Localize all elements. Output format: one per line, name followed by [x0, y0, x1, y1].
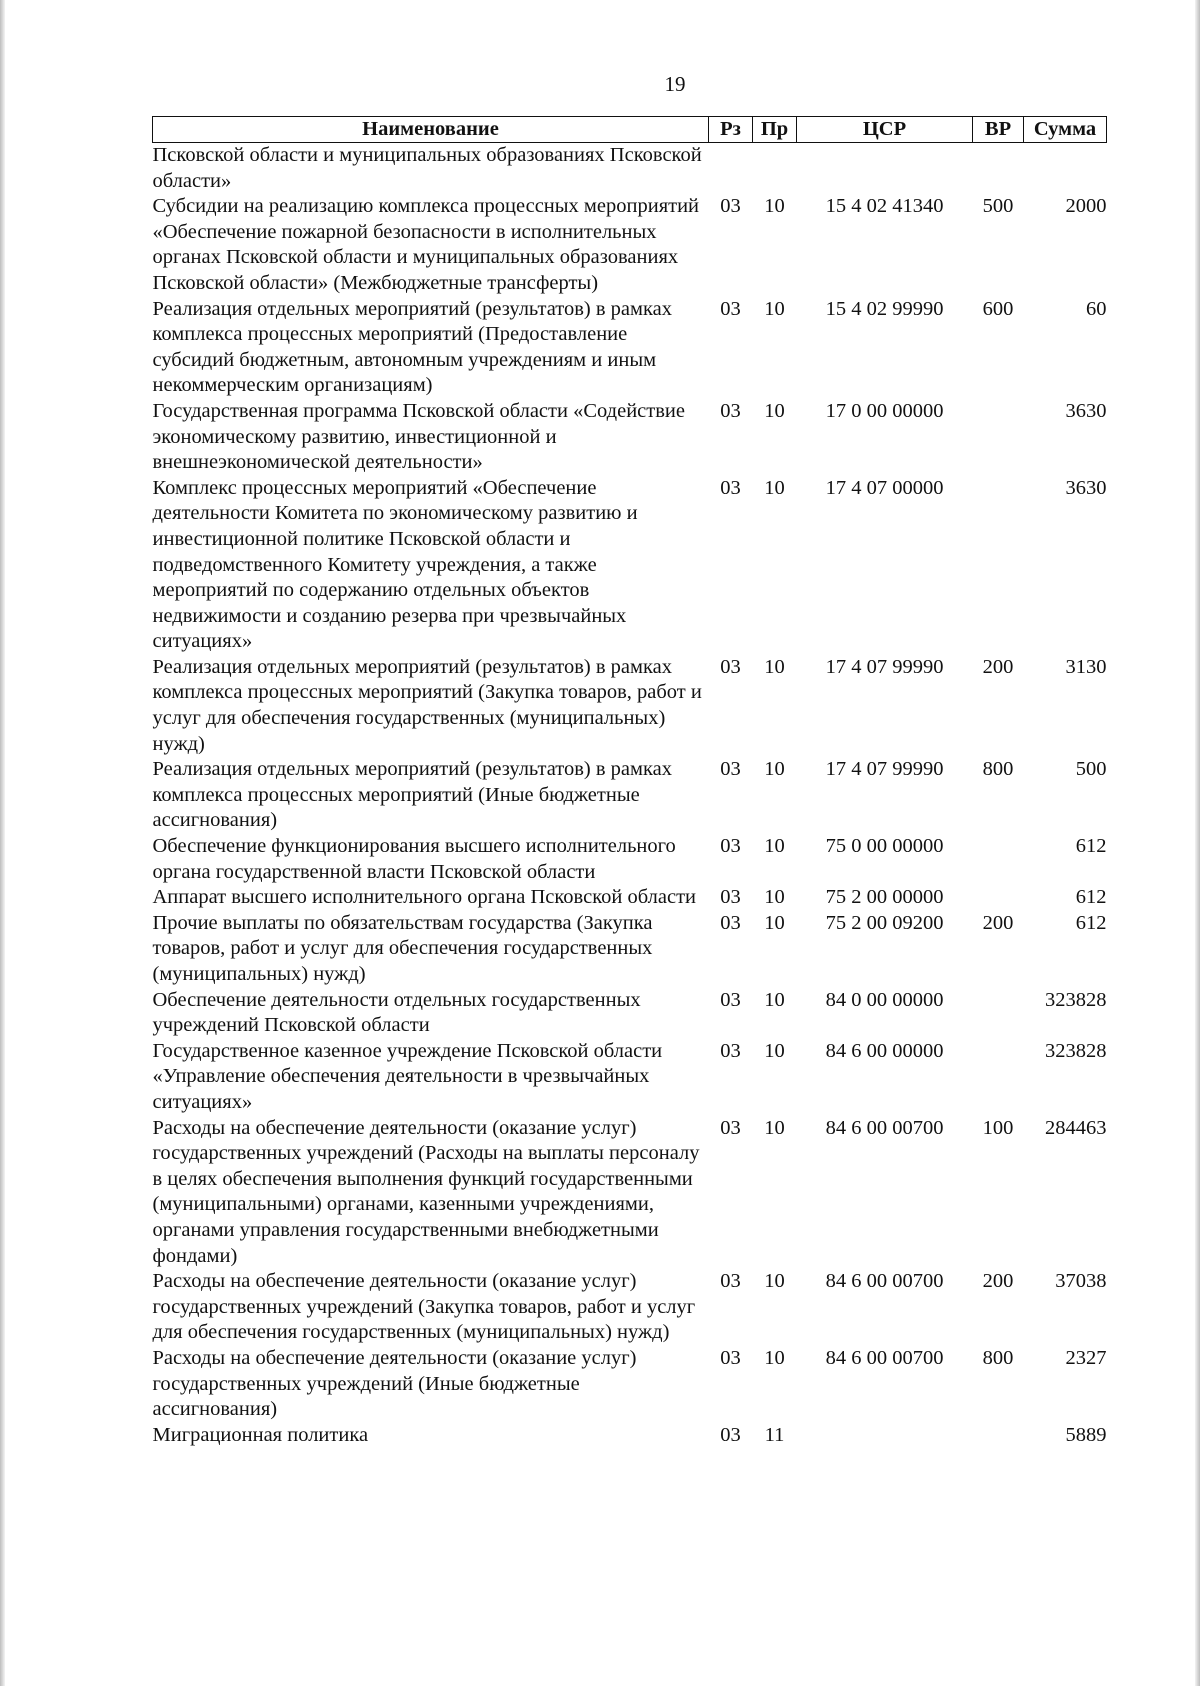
- cell-csr: 84 6 00 00700: [825, 1270, 944, 1293]
- cell-name: Реализация отдельных мероприятий (результатов) в рамках комплекса процессных мероприятий (Предоставление субсидий бюджетным, автономным учреждениям и иным некоммерческим организациям): [152, 297, 672, 397]
- cell-csr: 17 0 00 00000: [825, 399, 944, 422]
- table-row: [153, 1269, 1107, 1346]
- cell-csr: 84 6 00 00700: [825, 1116, 944, 1139]
- cell-csr: 17 4 07 99990: [825, 758, 944, 781]
- cell-vr: 200: [982, 655, 1014, 678]
- budget-table: [152, 116, 1107, 1448]
- cell-sum: 2000: [1065, 195, 1107, 218]
- cell-csr: 15 4 02 41340: [825, 195, 944, 218]
- cell-pr: 10: [764, 1270, 785, 1293]
- cell-rz: 03: [720, 988, 741, 1011]
- cell-sum: 60: [1086, 297, 1107, 320]
- cell-pr: [753, 143, 797, 195]
- cell-pr: 10: [764, 1346, 785, 1369]
- cell-name: Миграционная политика: [152, 1423, 369, 1446]
- header-rz: Рз: [709, 117, 753, 143]
- cell-sum: 3630: [1065, 399, 1107, 422]
- cell-sum: 2327: [1065, 1346, 1107, 1369]
- cell-pr: 10: [764, 297, 785, 320]
- cell-name: Субсидии на реализацию комплекса процессных мероприятий «Обеспечение пожарной безопасности в исполнительных органах Псковской области и муниципальных образованиях Псковской области» (Межбюджетные трансферты): [152, 195, 700, 294]
- table-row: [153, 757, 1107, 834]
- cell-vr: [973, 399, 1024, 476]
- cell-csr: 15 4 02 99990: [825, 297, 944, 320]
- cell-sum: 612: [1075, 835, 1107, 858]
- cell-vr: [973, 1423, 1024, 1449]
- cell-csr: 75 0 00 00000: [825, 835, 944, 858]
- header-name: Наименование: [153, 117, 709, 143]
- table-row: [153, 194, 1107, 296]
- cell-rz: 03: [720, 835, 741, 858]
- cell-pr: 10: [764, 886, 785, 909]
- cell-sum: 3130: [1065, 655, 1107, 678]
- cell-rz: 03: [720, 1423, 741, 1446]
- cell-sum: 323828: [1045, 1039, 1107, 1062]
- cell-vr: [973, 988, 1024, 1039]
- cell-name: Государственная программа Псковской области «Содействие экономическому развитию, инвестиционной и внешнеэкономической деятельности»: [152, 399, 685, 474]
- table-row: [153, 885, 1107, 911]
- cell-sum: 37038: [1055, 1270, 1107, 1293]
- table-row: [153, 1423, 1107, 1449]
- cell-rz: 03: [720, 1039, 741, 1062]
- table-header: [153, 117, 1107, 143]
- cell-rz: 03: [720, 195, 741, 218]
- cell-csr: 17 4 07 00000: [825, 476, 944, 499]
- cell-vr: 800: [982, 1346, 1014, 1369]
- scan-edge-right: [1195, 0, 1200, 1686]
- cell-pr: 10: [764, 399, 785, 422]
- cell-rz: 03: [720, 911, 741, 934]
- cell-pr: 10: [764, 835, 785, 858]
- cell-pr: 10: [764, 758, 785, 781]
- cell-vr: [973, 476, 1024, 655]
- cell-pr: 10: [764, 195, 785, 218]
- cell-vr: 200: [982, 911, 1014, 934]
- cell-name: Аппарат высшего исполнительного органа Псковской области: [152, 886, 697, 909]
- cell-vr: 600: [982, 297, 1014, 320]
- cell-rz: 03: [720, 399, 741, 422]
- cell-name: Расходы на обеспечение деятельности (оказание услуг) государственных учреждений (Расходы на выплаты персоналу в целях обеспечения выполнения функций государственными (муниципальными) органами, казенными учреждениями, органами управления государственными внебюджетными фондами): [152, 1116, 700, 1267]
- cell-rz: 03: [720, 1270, 741, 1293]
- cell-csr: [797, 143, 973, 195]
- cell-pr: 10: [764, 988, 785, 1011]
- cell-vr: [973, 1039, 1024, 1116]
- table-row: [153, 1039, 1107, 1116]
- cell-sum: 5889: [1065, 1423, 1107, 1446]
- cell-vr: 100: [982, 1116, 1014, 1139]
- table-row: [153, 655, 1107, 757]
- table-row: [153, 834, 1107, 885]
- cell-pr: 10: [764, 911, 785, 934]
- cell-name: Обеспечение деятельности отдельных государственных учреждений Псковской области: [152, 988, 641, 1037]
- table-row: [153, 143, 1107, 195]
- cell-name: Реализация отдельных мероприятий (результатов) в рамках комплекса процессных мероприятий (Закупка товаров, работ и услуг для обеспечения государственных (муниципальных) нужд): [152, 655, 702, 755]
- cell-sum: 284463: [1045, 1116, 1107, 1139]
- cell-vr: 200: [982, 1270, 1014, 1293]
- cell-pr: 10: [764, 1116, 785, 1139]
- cell-name: Комплекс процессных мероприятий «Обеспечение деятельности Комитета по экономическому развитию и инвестиционной политике Псковской области и подведомственного Комитету учреждения, а также мероприятий по содержанию отдельных объектов недвижимости и созданию резерва при чрезвычайных ситуациях»: [152, 476, 638, 653]
- cell-csr: 84 6 00 00700: [825, 1346, 944, 1369]
- table-row: [153, 1116, 1107, 1270]
- cell-sum: [1024, 143, 1107, 195]
- page-number: 19: [664, 72, 686, 96]
- cell-vr: [973, 834, 1024, 885]
- header-csr: ЦСР: [797, 117, 973, 143]
- header-vr: ВР: [973, 117, 1024, 143]
- cell-name: Обеспечение функционирования высшего исполнительного органа государственной власти Псковской области: [152, 835, 676, 883]
- cell-csr: 75 2 00 00000: [825, 886, 944, 909]
- header-row: [153, 117, 1107, 143]
- table-row: [153, 988, 1107, 1039]
- cell-rz: [709, 143, 753, 195]
- cell-sum: 500: [1075, 758, 1107, 781]
- cell-name: Расходы на обеспечение деятельности (оказание услуг) государственных учреждений (Иные бюджетные ассигнования): [152, 1346, 637, 1421]
- cell-csr: [797, 1423, 973, 1449]
- cell-rz: 03: [720, 758, 741, 781]
- cell-csr: 75 2 00 09200: [825, 911, 944, 934]
- table-row: [153, 911, 1107, 988]
- cell-rz: 03: [720, 655, 741, 678]
- table-row: [153, 399, 1107, 476]
- cell-vr: 800: [982, 758, 1014, 781]
- cell-pr: 10: [764, 655, 785, 678]
- cell-pr: 10: [764, 476, 785, 499]
- cell-name: Расходы на обеспечение деятельности (оказание услуг) государственных учреждений (Закупка товаров, работ и услуг для обеспечения государственных (муниципальных) нужд): [152, 1270, 696, 1344]
- cell-vr: [973, 143, 1024, 195]
- table-row: [153, 1346, 1107, 1423]
- cell-sum: 612: [1075, 886, 1107, 909]
- header-pr: Пр: [753, 117, 797, 143]
- cell-rz: 03: [720, 1116, 741, 1139]
- header-sum: Сумма: [1024, 117, 1107, 143]
- cell-rz: 03: [720, 476, 741, 499]
- table-body: [153, 143, 1107, 1449]
- cell-sum: 3630: [1065, 476, 1107, 499]
- cell-rz: 03: [720, 297, 741, 320]
- cell-csr: 84 6 00 00000: [825, 1039, 944, 1062]
- cell-vr: 500: [982, 195, 1014, 218]
- cell-name: Прочие выплаты по обязательствам государства (Закупка товаров, работ и услуг для обеспечения государственных (муниципальных) нужд): [152, 911, 653, 985]
- cell-csr: 17 4 07 99990: [825, 655, 944, 678]
- cell-pr: 11: [764, 1423, 785, 1446]
- table-row: [153, 297, 1107, 399]
- cell-name: Государственное казенное учреждение Псковской области «Управление обеспечения деятельности в чрезвычайных ситуациях»: [152, 1039, 663, 1113]
- cell-pr: 10: [764, 1039, 785, 1062]
- cell-sum: 612: [1075, 911, 1107, 934]
- cell-vr: [973, 885, 1024, 911]
- cell-sum: 323828: [1045, 988, 1107, 1011]
- table-row: [153, 476, 1107, 655]
- cell-name: Реализация отдельных мероприятий (результатов) в рамках комплекса процессных мероприятий (Иные бюджетные ассигнования): [152, 758, 672, 832]
- cell-name: Псковской области и муниципальных образованиях Псковской области»: [152, 144, 702, 192]
- cell-rz: 03: [720, 886, 741, 909]
- cell-csr: 84 0 00 00000: [825, 988, 944, 1011]
- cell-rz: 03: [720, 1346, 741, 1369]
- scan-edge-left: [0, 0, 5, 1686]
